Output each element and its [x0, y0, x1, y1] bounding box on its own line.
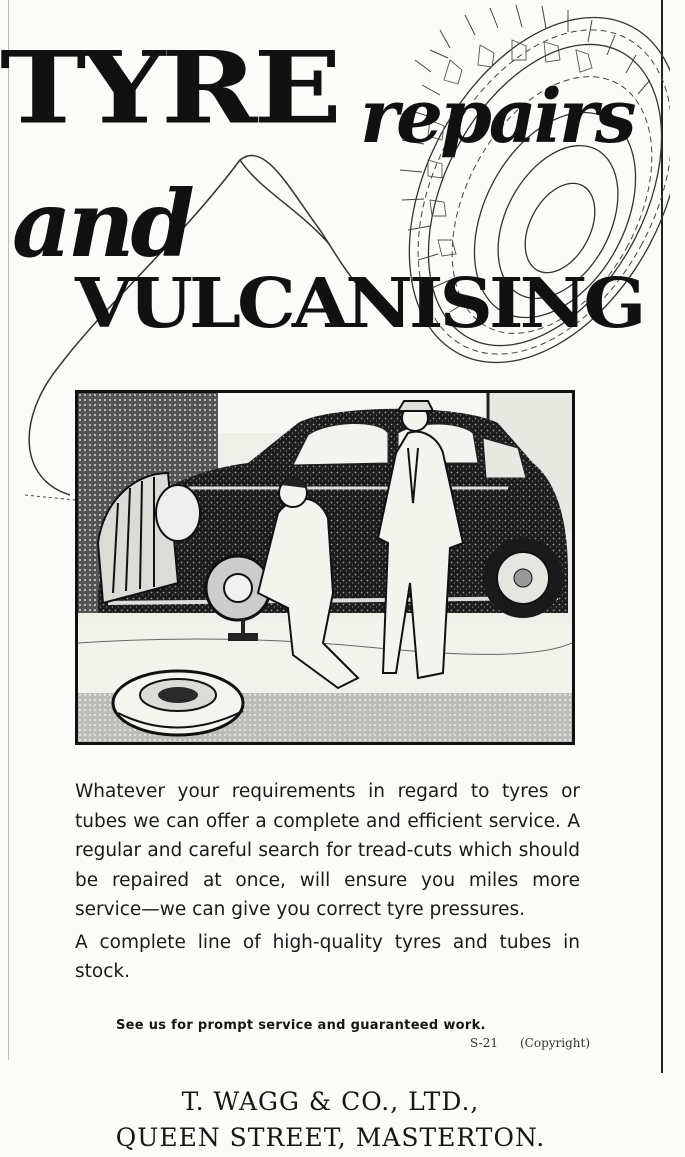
company-address: QUEEN STREET, MASTERTON. [115, 1123, 546, 1152]
headline-and: and [12, 170, 191, 278]
company-name: T. WAGG & CO., LTD., [181, 1087, 480, 1116]
headline-tyre: TYRE [0, 29, 338, 147]
body-paragraph-2: A complete line of high-quality tyres and tubes in stock. [75, 931, 580, 982]
body-paragraph-1: Whatever your requirements in regard to tyres or tubes we can offer a complete and efficient service. A regular and careful search for tread-cuts which should be repaired at once, will ensure you miles more service—we can give you correct tyre pressures. [75, 781, 580, 920]
copyright-notice: (Copyright) [520, 1036, 591, 1050]
ad-code: S-21 [470, 1036, 498, 1050]
car-repair-scene [78, 393, 572, 742]
ad-body-copy [75, 777, 580, 990]
headline-repairs: repairs [360, 74, 634, 160]
headline-vulcanising: VULCANISING [75, 264, 643, 344]
tagline: See us for prompt service and guaranteed work. [116, 1018, 486, 1033]
garage-illustration [75, 390, 575, 745]
